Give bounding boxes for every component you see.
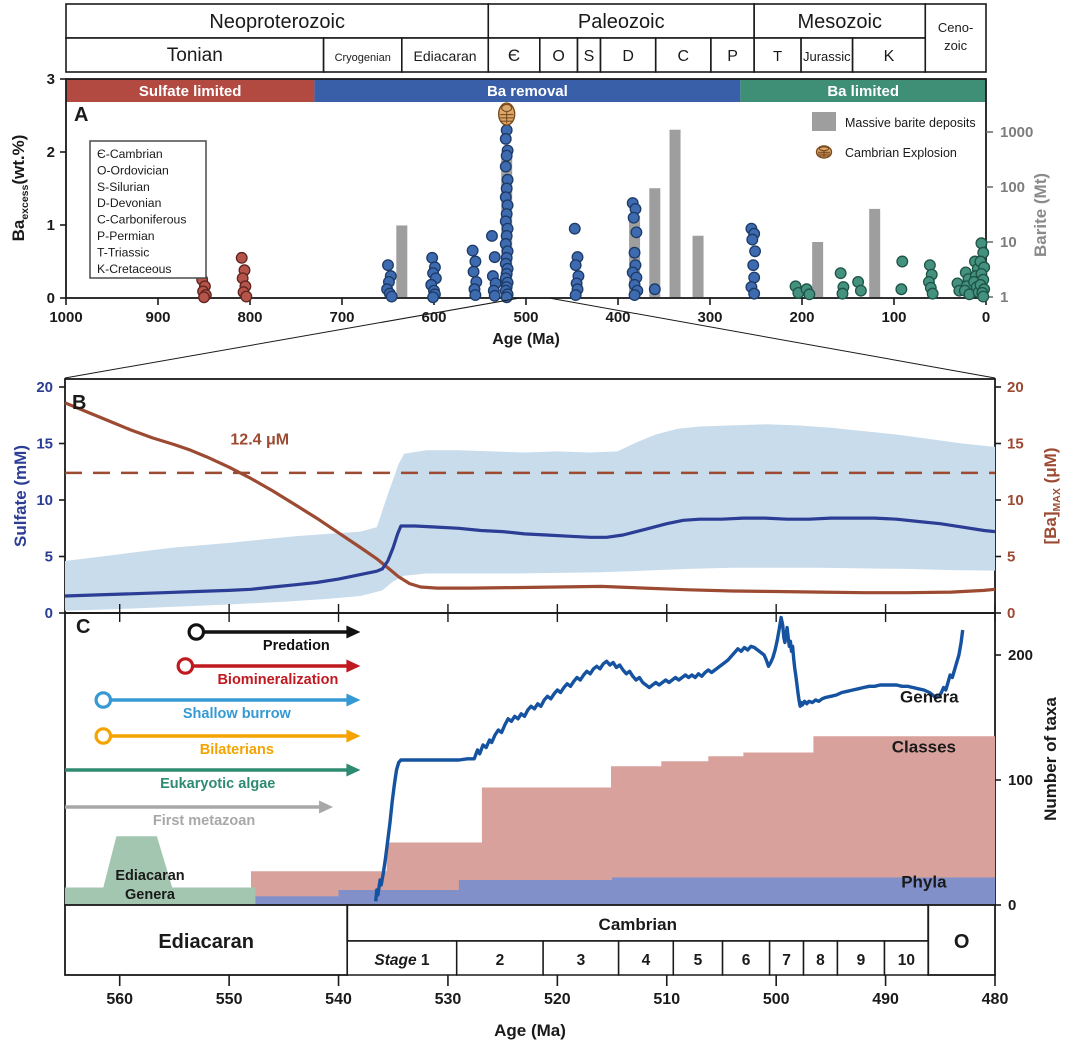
barite-tick-label: 1 [1000, 289, 1009, 306]
ba-excess-point-ba-removal [428, 292, 439, 303]
barite-tick-label: 1000 [1000, 124, 1034, 141]
y-left-tick-label: 1 [46, 217, 55, 234]
event-label: Biomineralization [217, 672, 339, 688]
barite-bar [670, 130, 681, 297]
phase-band-label: Ba removal [486, 83, 568, 100]
strat-stage-label: 8 [816, 952, 825, 969]
bottom-axis-tick-label: 510 [653, 991, 681, 1008]
ba-excess-point-ba-removal [570, 260, 581, 271]
ba-excess-point-ba-removal [629, 247, 640, 258]
period-label: Є [507, 46, 521, 65]
strat-stage-label: 5 [693, 952, 703, 969]
ba-excess-point-ba-removal [631, 227, 642, 238]
sulfate-tick-label: 0 [44, 605, 53, 622]
event-start-circle [178, 659, 192, 673]
strat-stage-label: 4 [641, 952, 651, 969]
ba-excess-point-ba-removal [569, 223, 580, 234]
strat-stage-label: 3 [576, 952, 586, 969]
ba-excess-point-ba-removal [383, 260, 394, 271]
ba-excess-point-ba-removal [629, 290, 640, 301]
period-label: D [622, 48, 634, 65]
legend-explosion-label: Cambrian Explosion [845, 146, 957, 160]
x-tick-label: 1000 [49, 309, 83, 326]
bottom-axis-tick-label: 550 [215, 991, 243, 1008]
ba-excess-point-ba-removal [747, 234, 758, 245]
x-tick-label: 700 [329, 309, 355, 326]
y-left-tick-label: 2 [46, 144, 55, 161]
strat-ediacaran-label: Ediacaran [158, 931, 254, 953]
barite-bar [869, 209, 880, 297]
abbrev-legend-item: C-Carboniferous [97, 212, 187, 227]
ba-excess-point-ba-removal [470, 290, 481, 301]
bottom-axis-tick-label: 530 [434, 991, 462, 1008]
event-arrow-head [346, 730, 360, 743]
event-arrow-head [346, 694, 360, 707]
event-label: Eukaryotic algae [160, 776, 276, 792]
cenozoic-label: zoic [944, 38, 968, 53]
phyla-label: Phyla [901, 872, 947, 892]
phase-band-label: Sulfate limited [138, 83, 242, 100]
ediacaran-genera-label: Genera [125, 887, 175, 903]
ba-max-tick-label: 0 [1007, 605, 1016, 622]
ba-max-tick-label: 15 [1007, 435, 1024, 453]
taxa-tick-label: 200 [1008, 647, 1034, 664]
panel-c-label: C [76, 616, 91, 638]
era-label: Mesozoic [797, 11, 882, 33]
abbrev-legend-item: S-Silurian [97, 179, 150, 194]
panel-a-x-axis-title: Age (Ma) [492, 331, 560, 348]
strat-stage-label: 9 [856, 952, 866, 969]
bottom-axis-tick-label: 560 [106, 991, 134, 1008]
genera-label: Genera [900, 687, 959, 707]
bottom-axis-tick-label: 520 [544, 991, 571, 1008]
phase-band-label: Ba limited [827, 83, 900, 100]
sulfate-axis-title: Sulfate (mM) [11, 445, 30, 547]
panel-a-y-axis-title: $Ba_{excess}(wt.\%)$ [9, 134, 31, 242]
strat-cambrian-label: Cambrian [598, 915, 677, 934]
panel-c-x-axis-title: Age (Ma) [494, 1021, 566, 1040]
abbrev-legend-item: D-Devonian [97, 196, 162, 211]
ba-excess-point-sulfate-limited [236, 253, 247, 264]
ba-excess-point-ba-removal [489, 252, 500, 263]
x-tick-label: 300 [697, 309, 723, 326]
ba-excess-point-ba-removal [628, 212, 639, 223]
sulfate-tick-label: 5 [44, 548, 53, 566]
x-tick-label: 800 [237, 309, 263, 326]
era-label: Paleozoic [577, 11, 665, 33]
classes-label: Classes [891, 737, 957, 757]
ba-excess-point-ba-removal [500, 161, 511, 172]
event-label: First metazoan [152, 813, 256, 829]
barite-axis-title: Barite (Mt) [1031, 172, 1050, 258]
bottom-axis-tick-label: 480 [981, 991, 1009, 1008]
bottom-axis-tick-label: 500 [762, 991, 790, 1008]
ba-excess-point-ba-removal [467, 245, 478, 256]
era-label: Neoproterozoic [209, 11, 345, 33]
ba-excess-point-ba-limited [896, 284, 907, 295]
event-label: Predation [262, 638, 330, 654]
barite-bar [396, 225, 407, 297]
abbrev-legend-item: Є-Cambrian [97, 147, 163, 161]
ba-excess-point-ba-removal [570, 290, 581, 301]
ba-max-tick-label: 10 [1007, 492, 1024, 509]
strat-ordovician-label: O [953, 931, 970, 953]
ba-max-axis-title: $[Ba]_{MAX}$ (μM) [1041, 447, 1063, 545]
event-arrow-head [346, 660, 360, 673]
ba-excess-point-ba-limited [804, 289, 815, 300]
x-tick-label: 200 [789, 309, 815, 326]
x-tick-label: 600 [421, 309, 447, 326]
x-tick-label: 900 [145, 309, 171, 326]
legend-barite-swatch [812, 112, 836, 131]
sulfate-tick-label: 10 [36, 492, 53, 509]
ba-excess-point-ba-removal [468, 266, 479, 277]
bottom-axis-tick-label: 540 [325, 991, 352, 1008]
ba-excess-point-ba-removal [650, 284, 661, 295]
ba-excess-point-ba-limited [835, 268, 846, 279]
zoom-connector-left [65, 298, 520, 378]
period-label: S [583, 48, 595, 65]
ba-excess-point-ba-removal [489, 291, 500, 302]
ba-excess-point-ba-removal [470, 256, 481, 267]
abbrev-legend-item: O-Ordovician [97, 163, 169, 178]
barite-bar [812, 242, 823, 297]
x-tick-label: 0 [981, 309, 991, 326]
period-label: C [677, 48, 690, 65]
period-label: Jurassic [802, 49, 851, 64]
abbrev-legend-item: T-Triassic [97, 245, 150, 260]
event-label: Bilaterians [199, 742, 274, 758]
period-label: P [727, 48, 738, 65]
ba-excess-point-ba-limited [978, 291, 989, 302]
zoom-connector-right [549, 298, 995, 378]
event-arrow-head [346, 764, 360, 777]
ba-excess-point-ba-limited [837, 288, 848, 299]
x-tick-label: 100 [881, 309, 907, 326]
ba-excess-point-ba-removal [748, 260, 759, 271]
period-label: K [883, 48, 895, 65]
ba-excess-point-ba-removal [749, 288, 760, 299]
ba-excess-point-ba-limited [976, 238, 987, 249]
ba-excess-point-ba-limited [927, 288, 938, 299]
event-arrow-head [319, 801, 333, 814]
barite-bar [649, 188, 660, 297]
abbrev-legend-item: K-Cretaceous [97, 261, 172, 276]
ba-excess-point-ba-removal [386, 291, 397, 302]
period-label: Ediacaran [413, 48, 477, 64]
taxa-axis-title: Number of taxa [1041, 697, 1060, 821]
bottom-axis-tick-label: 490 [872, 991, 899, 1008]
ba-excess-point-ba-removal [487, 231, 498, 242]
ba-threshold-label: 12.4 μM [230, 431, 290, 449]
y-left-tick-label: 3 [46, 71, 55, 88]
event-arrow-head [346, 626, 360, 639]
strat-stage-label: Stage 1 [374, 952, 430, 969]
taxa-tick-label: 0 [1008, 897, 1017, 914]
panel-a-label: A [74, 104, 89, 126]
event-label: Shallow burrow [182, 706, 291, 722]
period-label: Cryogenian [334, 52, 391, 64]
x-tick-label: 500 [513, 309, 539, 326]
panel-b-label: B [72, 392, 87, 414]
ba-excess-point-sulfate-limited [241, 291, 252, 302]
period-label: O [552, 48, 565, 65]
event-start-circle [96, 693, 110, 707]
strat-stage-label: 10 [897, 952, 916, 969]
strat-stage-label: 6 [741, 952, 751, 969]
ba-excess-point-ba-limited [897, 256, 908, 267]
cenozoic-label: Ceno- [937, 20, 974, 35]
ba-max-tick-label: 20 [1007, 379, 1024, 396]
strat-stage-label: 7 [782, 952, 791, 969]
strat-stage-label: 2 [495, 952, 505, 969]
ba-excess-point-ba-limited [925, 260, 936, 271]
abbrev-legend-item: P-Permian [97, 229, 155, 243]
sulfate-tick-label: 20 [36, 379, 53, 396]
event-start-circle [189, 625, 203, 639]
event-start-circle [96, 729, 110, 743]
sulfate-tick-label: 15 [36, 435, 53, 453]
barite-tick-label: 100 [1000, 179, 1026, 196]
period-label: Tonian [166, 45, 223, 66]
y-left-tick-label: 0 [46, 290, 55, 307]
ba-excess-point-ba-limited [856, 285, 867, 296]
barite-bar [693, 236, 704, 297]
barite-tick-label: 10 [1000, 234, 1017, 251]
ba-excess-point-ba-removal [501, 150, 512, 161]
ediacaran-genera-label: Ediacaran [115, 868, 185, 884]
ba-max-tick-label: 5 [1007, 548, 1016, 566]
taxa-tick-label: 100 [1008, 772, 1034, 789]
period-label: T [773, 48, 783, 65]
legend-barite-label: Massive barite deposits [845, 116, 976, 130]
ba-excess-point-sulfate-limited [199, 292, 210, 303]
x-tick-label: 400 [605, 309, 631, 326]
ba-excess-point-ba-removal [750, 246, 761, 257]
ba-excess-point-ba-removal [500, 134, 511, 145]
